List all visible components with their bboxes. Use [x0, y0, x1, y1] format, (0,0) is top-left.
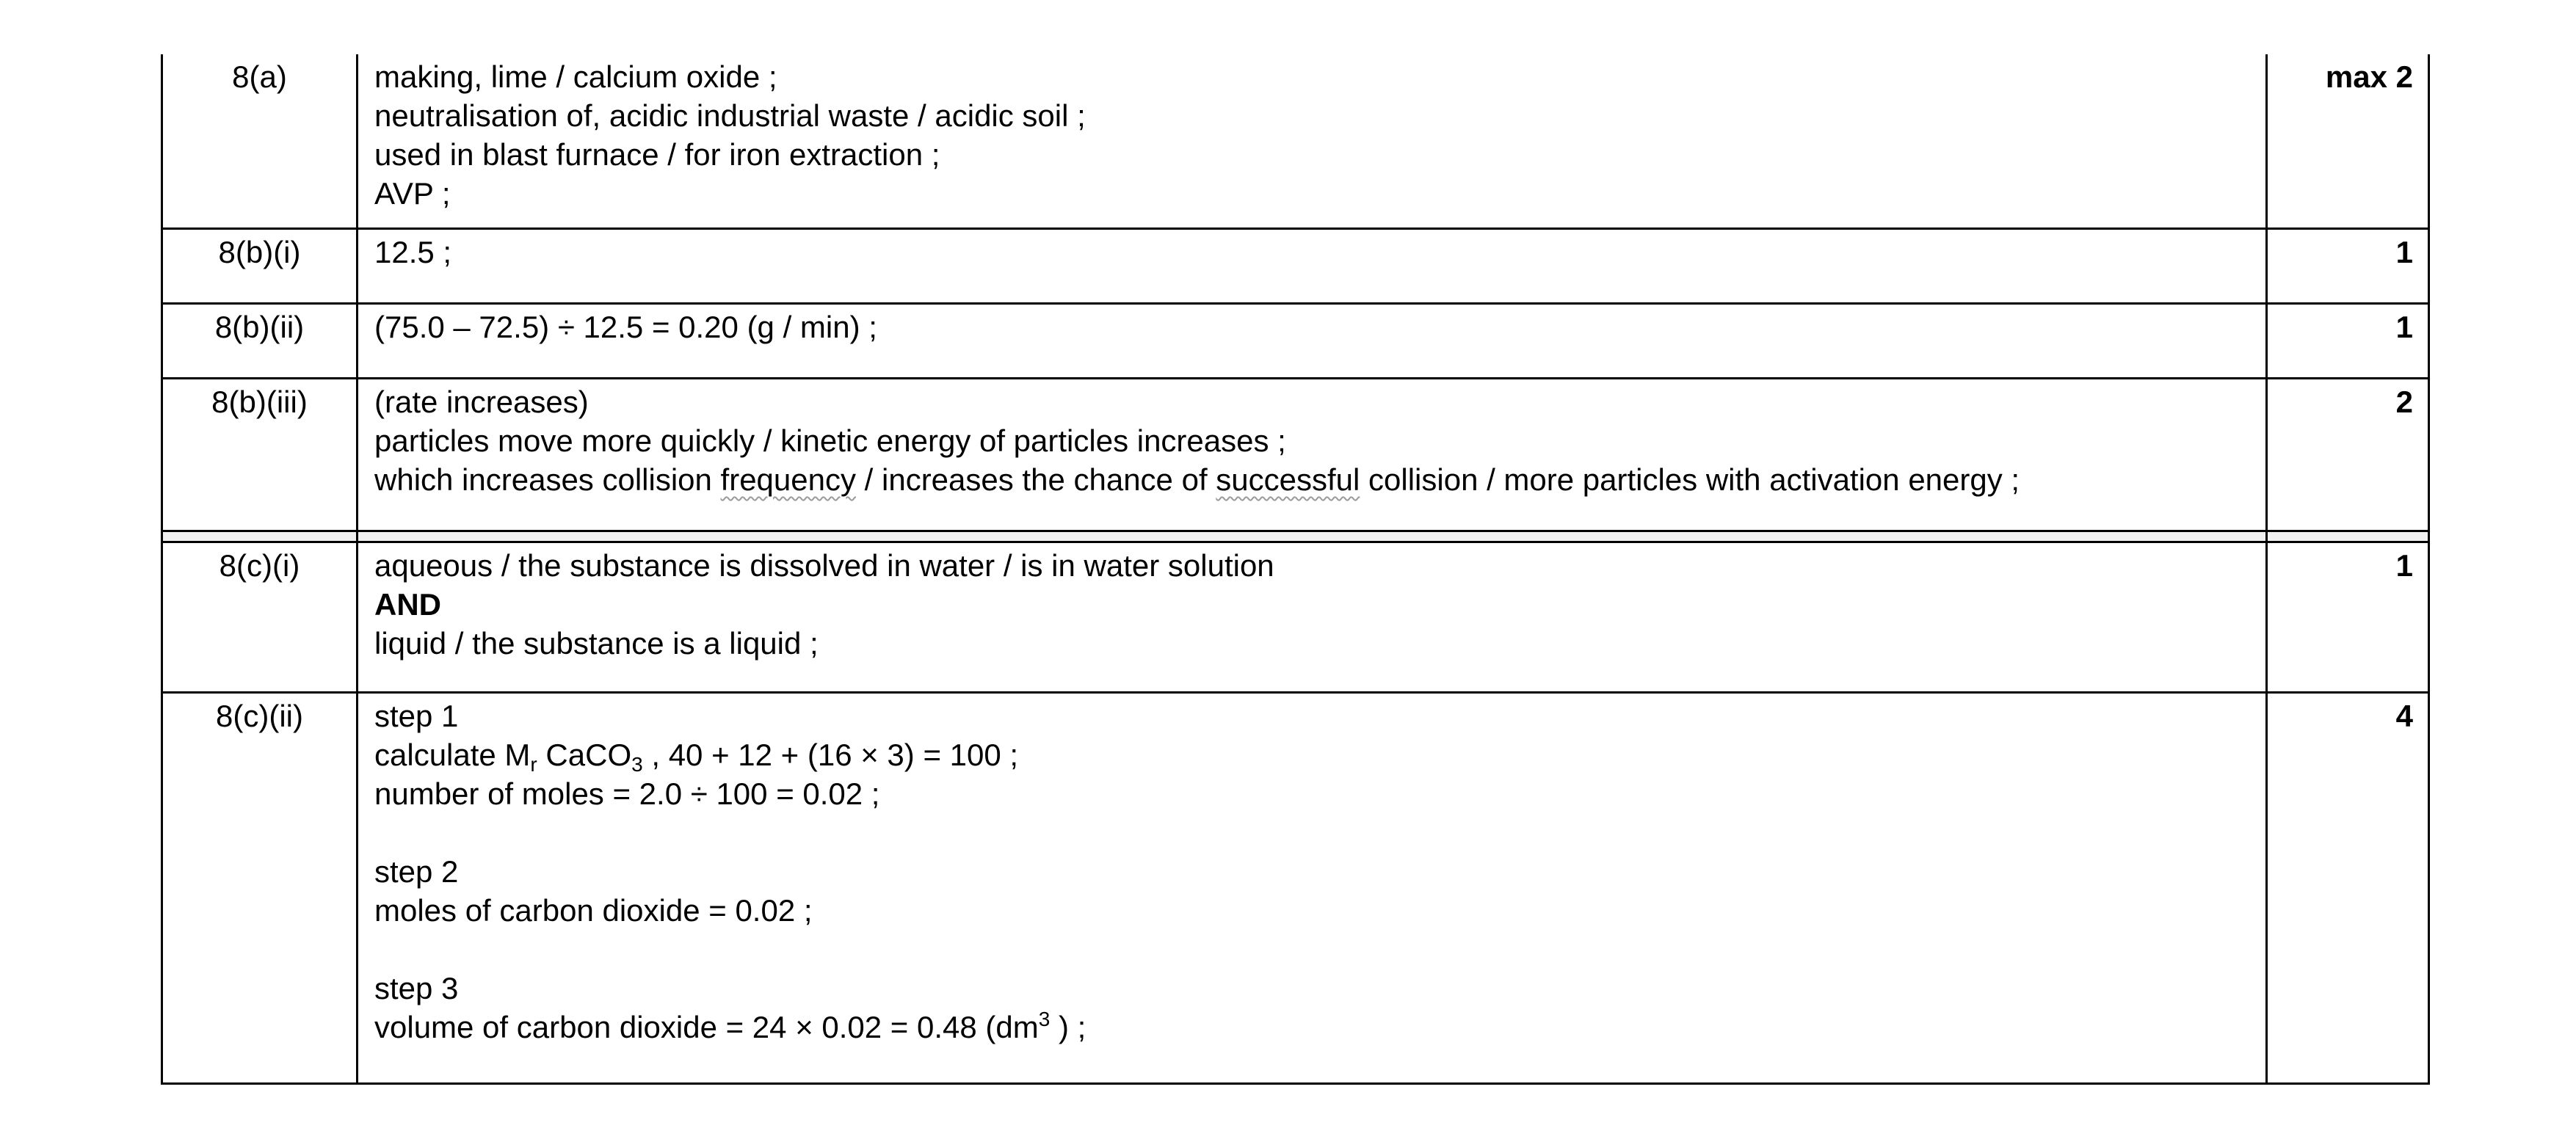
- answer-text: CaCO: [537, 738, 632, 772]
- answer-line: number of moles = 2.0 ÷ 100 = 0.02 ;: [374, 776, 880, 811]
- marks-cell: 1: [2267, 304, 2429, 379]
- table-row: [162, 693, 2429, 1084]
- marks-cell: 2: [2267, 379, 2429, 531]
- answer-text: ) ;: [1050, 1010, 1086, 1044]
- question-number: 8(a): [162, 54, 358, 229]
- table-row: [162, 304, 2429, 379]
- answer-line: used in blast furnace / for iron extraction ;: [374, 137, 940, 172]
- superscript: 3: [1038, 1008, 1051, 1030]
- mark-scheme-table: [161, 54, 2430, 1085]
- answer-line: moles of carbon dioxide = 0.02 ;: [374, 893, 813, 928]
- answer-line: [374, 735, 2265, 774]
- answer-line: [374, 1008, 2265, 1047]
- answer-line: making, lime / calcium oxide ;: [374, 59, 777, 94]
- answer-line: (75.0 – 72.5) ÷ 12.5 = 0.20 (g / min) ;: [374, 310, 877, 344]
- step-label: step 3: [374, 971, 459, 1005]
- marks-cell: 4: [2267, 693, 2429, 1084]
- answer-text: collision / more particles with activation energy ;: [1360, 462, 2020, 497]
- answer-cell: [358, 542, 2267, 693]
- subscript: 3: [631, 753, 643, 776]
- answer-cell: [358, 304, 2267, 379]
- answer-text: calculate M: [374, 738, 531, 772]
- page-break-separator: [162, 531, 2429, 542]
- answer-cell: [358, 54, 2267, 229]
- answer-text: / increases the chance of: [856, 462, 1216, 497]
- answer-line-and: AND: [374, 587, 441, 622]
- answer-line: neutralisation of, acidic industrial waste / acidic soil ;: [374, 98, 1086, 133]
- answer-cell: [358, 229, 2267, 304]
- spellcheck-word: successful: [1216, 462, 1360, 497]
- answer-cell: [358, 693, 2267, 1084]
- step-label: step 2: [374, 854, 459, 889]
- answer-line: particles move more quickly / kinetic energy of particles increases ;: [374, 423, 1286, 458]
- spellcheck-word: frequency: [720, 462, 856, 497]
- answer-line: aqueous / the substance is dissolved in water / is in water solution: [374, 548, 1274, 583]
- answer-line: AVP ;: [374, 176, 451, 211]
- answer-cell: [358, 379, 2267, 531]
- answer-line: [374, 460, 2265, 499]
- question-number: 8(c)(i): [162, 542, 358, 693]
- question-number: 8(b)(iii): [162, 379, 358, 531]
- answer-line: (rate increases): [374, 385, 589, 419]
- answer-text: which increases collision: [374, 462, 721, 497]
- table-row: [162, 229, 2429, 304]
- marks-cell: 1: [2267, 229, 2429, 304]
- table-row: [162, 54, 2429, 229]
- table-row: [162, 379, 2429, 531]
- answer-line: 12.5 ;: [374, 235, 452, 269]
- step-label: step 1: [374, 699, 459, 733]
- answer-text: volume of carbon dioxide = 24 × 0.02 = 0.48 (dm: [374, 1010, 1039, 1044]
- table-row: [162, 542, 2429, 693]
- marks-cell: max 2: [2267, 54, 2429, 229]
- subscript: r: [530, 753, 537, 776]
- answer-text: , 40 + 12 + (16 × 3) = 100 ;: [642, 738, 1019, 772]
- answer-line: liquid / the substance is a liquid ;: [374, 626, 819, 661]
- question-number: 8(b)(i): [162, 229, 358, 304]
- blank-line: [374, 813, 2265, 852]
- question-number: 8(b)(ii): [162, 304, 358, 379]
- marks-cell: 1: [2267, 542, 2429, 693]
- question-number: 8(c)(ii): [162, 693, 358, 1084]
- blank-line: [374, 930, 2265, 969]
